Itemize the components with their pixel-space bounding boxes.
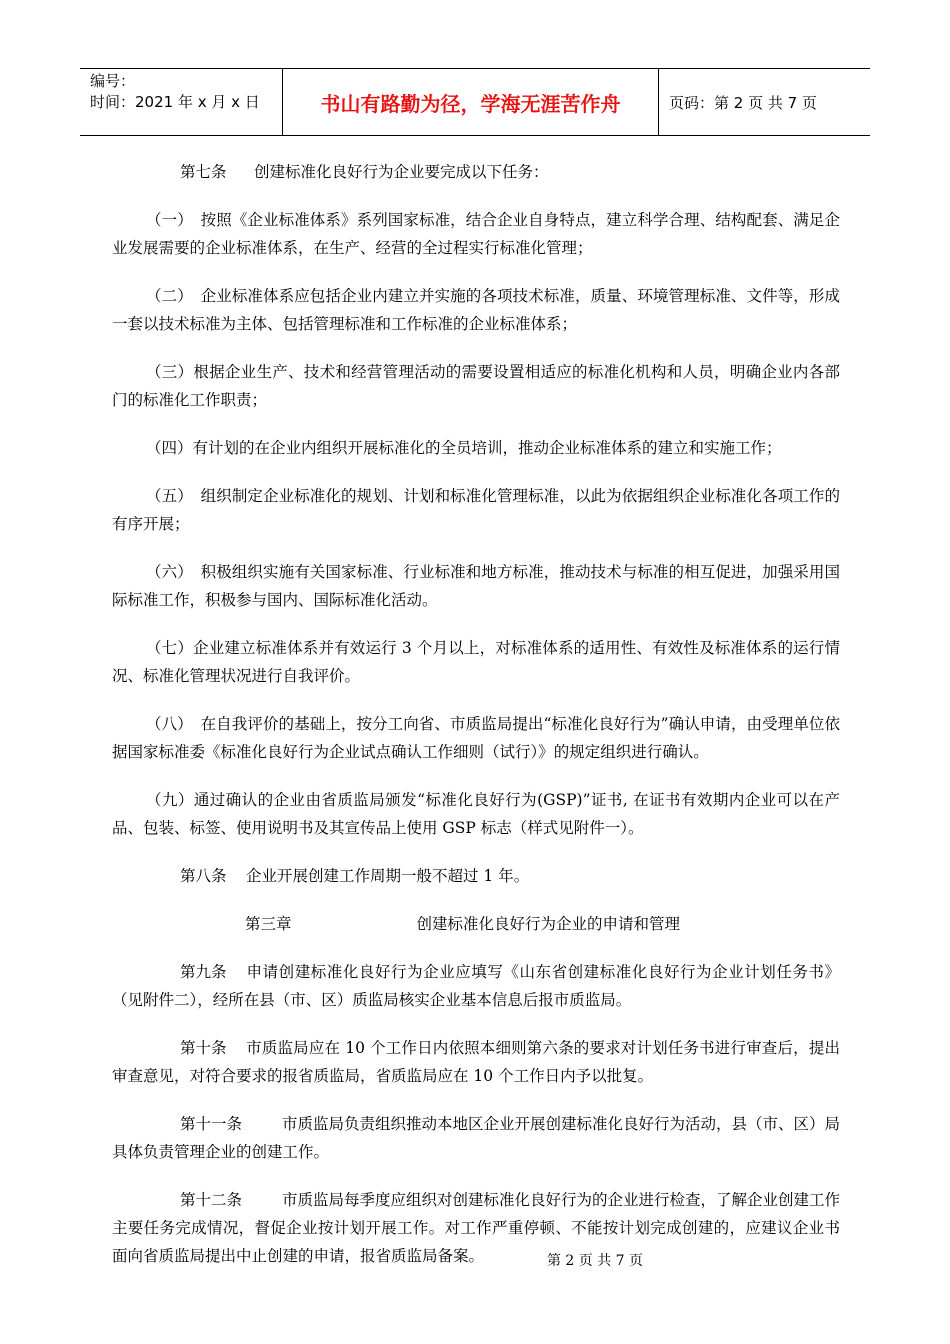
article-text: 市质监局每季度应组织对创建标准化良好行为的企业进行检查，了解企业创建工作主要任务完成情况，督促企业按计划开展工作。对工作严重停顿、不能按计划完成创建的，应建议企业书面向省质监局提出中止创建的申请，报省质监局备案。 — [112, 1191, 841, 1265]
chapter-heading — [112, 910, 840, 938]
header-motto: 书山有路勤为径，学海无涯苦作舟 — [282, 69, 659, 135]
article-8 — [112, 862, 840, 890]
article-heading: 第八条 — [180, 867, 227, 885]
article-text: 企业开展创建工作周期一般不超过 1 年。 — [246, 867, 530, 885]
list-item: （二） 企业标准体系应包括企业内建立并实施的各项技术标准，质量、环境管理标准、文件等，形成一套以技术标准为主体、包括管理标准和工作标准的企业标准体系； — [112, 287, 840, 333]
list-item: （八） 在自我评价的基础上，按分工向省、市质监局提出“标准化良好行为”确认申请，由受理单位依据国家标准委《标准化良好行为企业试点确认工作细则（试行）》的规定组织进行确认。 — [112, 715, 840, 761]
document-date: 时间：2021 年 x 月 x 日 — [90, 93, 260, 111]
page-header — [80, 68, 870, 136]
page-footer: 第 2 页 共 7 页 — [546, 1253, 644, 1269]
list-item: （五） 组织制定企业标准化的规划、计划和标准化管理标准，以此为依据组织企业标准化各项工作的有序开展； — [112, 487, 840, 533]
article-10 — [112, 1034, 840, 1090]
list-item: （六） 积极组织实施有关国家标准、行业标准和地方标准，推动技术与标准的相互促进，加强采用国际标准工作，积极参与国内、国际标准化活动。 — [112, 563, 840, 609]
chapter-number: 第三章 — [245, 915, 292, 933]
article-heading: 第九条 — [180, 963, 227, 981]
header-meta — [80, 69, 282, 135]
article-9 — [112, 958, 840, 1014]
list-item: （三）根据企业生产、技术和经营管理活动的需要设置相适应的标准化机构和人员，明确企业内各部门的标准化工作职责； — [112, 363, 840, 409]
article-heading: 第十条 — [180, 1039, 227, 1057]
header-page-number: 页码：第 2 页 共 7 页 — [669, 93, 817, 112]
article-heading: 第十一条 — [180, 1115, 243, 1133]
article-text: 申请创建标准化良好行为企业应填写《山东省创建标准化良好行为企业计划任务书》（见附件二），经所在县（市、区）质监局核实企业基本信息后报市质监局。 — [112, 963, 840, 1009]
article-heading: 第七条 — [180, 163, 227, 181]
article-text: 市质监局负责组织推动本地区企业开展创建标准化良好行为活动，县（市、区）局具体负责管理企业的创建工作。 — [112, 1115, 841, 1161]
article-heading: 第十二条 — [180, 1191, 243, 1209]
article-11 — [112, 1110, 840, 1166]
list-item: （七）企业建立标准体系并有效运行 3 个月以上，对标准体系的适用性、有效性及标准体系的运行情况、标准化管理状况进行自我评价。 — [112, 639, 840, 685]
document-body — [112, 158, 840, 1290]
article-text: 市质监局应在 10 个工作日内依照本细则第六条的要求对计划任务书进行审查后，提出审查意见，对符合要求的报省质监局，省质监局应在 10 个工作日内予以批复。 — [112, 1039, 840, 1085]
list-item: （一） 按照《企业标准体系》系列国家标准，结合企业自身特点，建立科学合理、结构配套、满足企业发展需要的企业标准体系，在生产、经营的全过程实行标准化管理； — [112, 211, 840, 257]
article-text: 创建标准化良好行为企业要完成以下任务： — [254, 163, 549, 181]
list-item: （四）有计划的在企业内组织开展标准化的全员培训，推动企业标准体系的建立和实施工作； — [146, 439, 782, 457]
list-item: （九）通过确认的企业由省质监局颁发“标准化良好行为(GSP)”证书, 在证书有效期内企业可以在产品、包装、标签、使用说明书及其宣传品上使用 GSP 标志（样式见附件一）。 — [112, 791, 840, 837]
chapter-title: 创建标准化良好行为企业的申请和管理 — [416, 915, 681, 933]
article-7 — [112, 158, 840, 186]
document-number: 编号： — [90, 72, 136, 90]
